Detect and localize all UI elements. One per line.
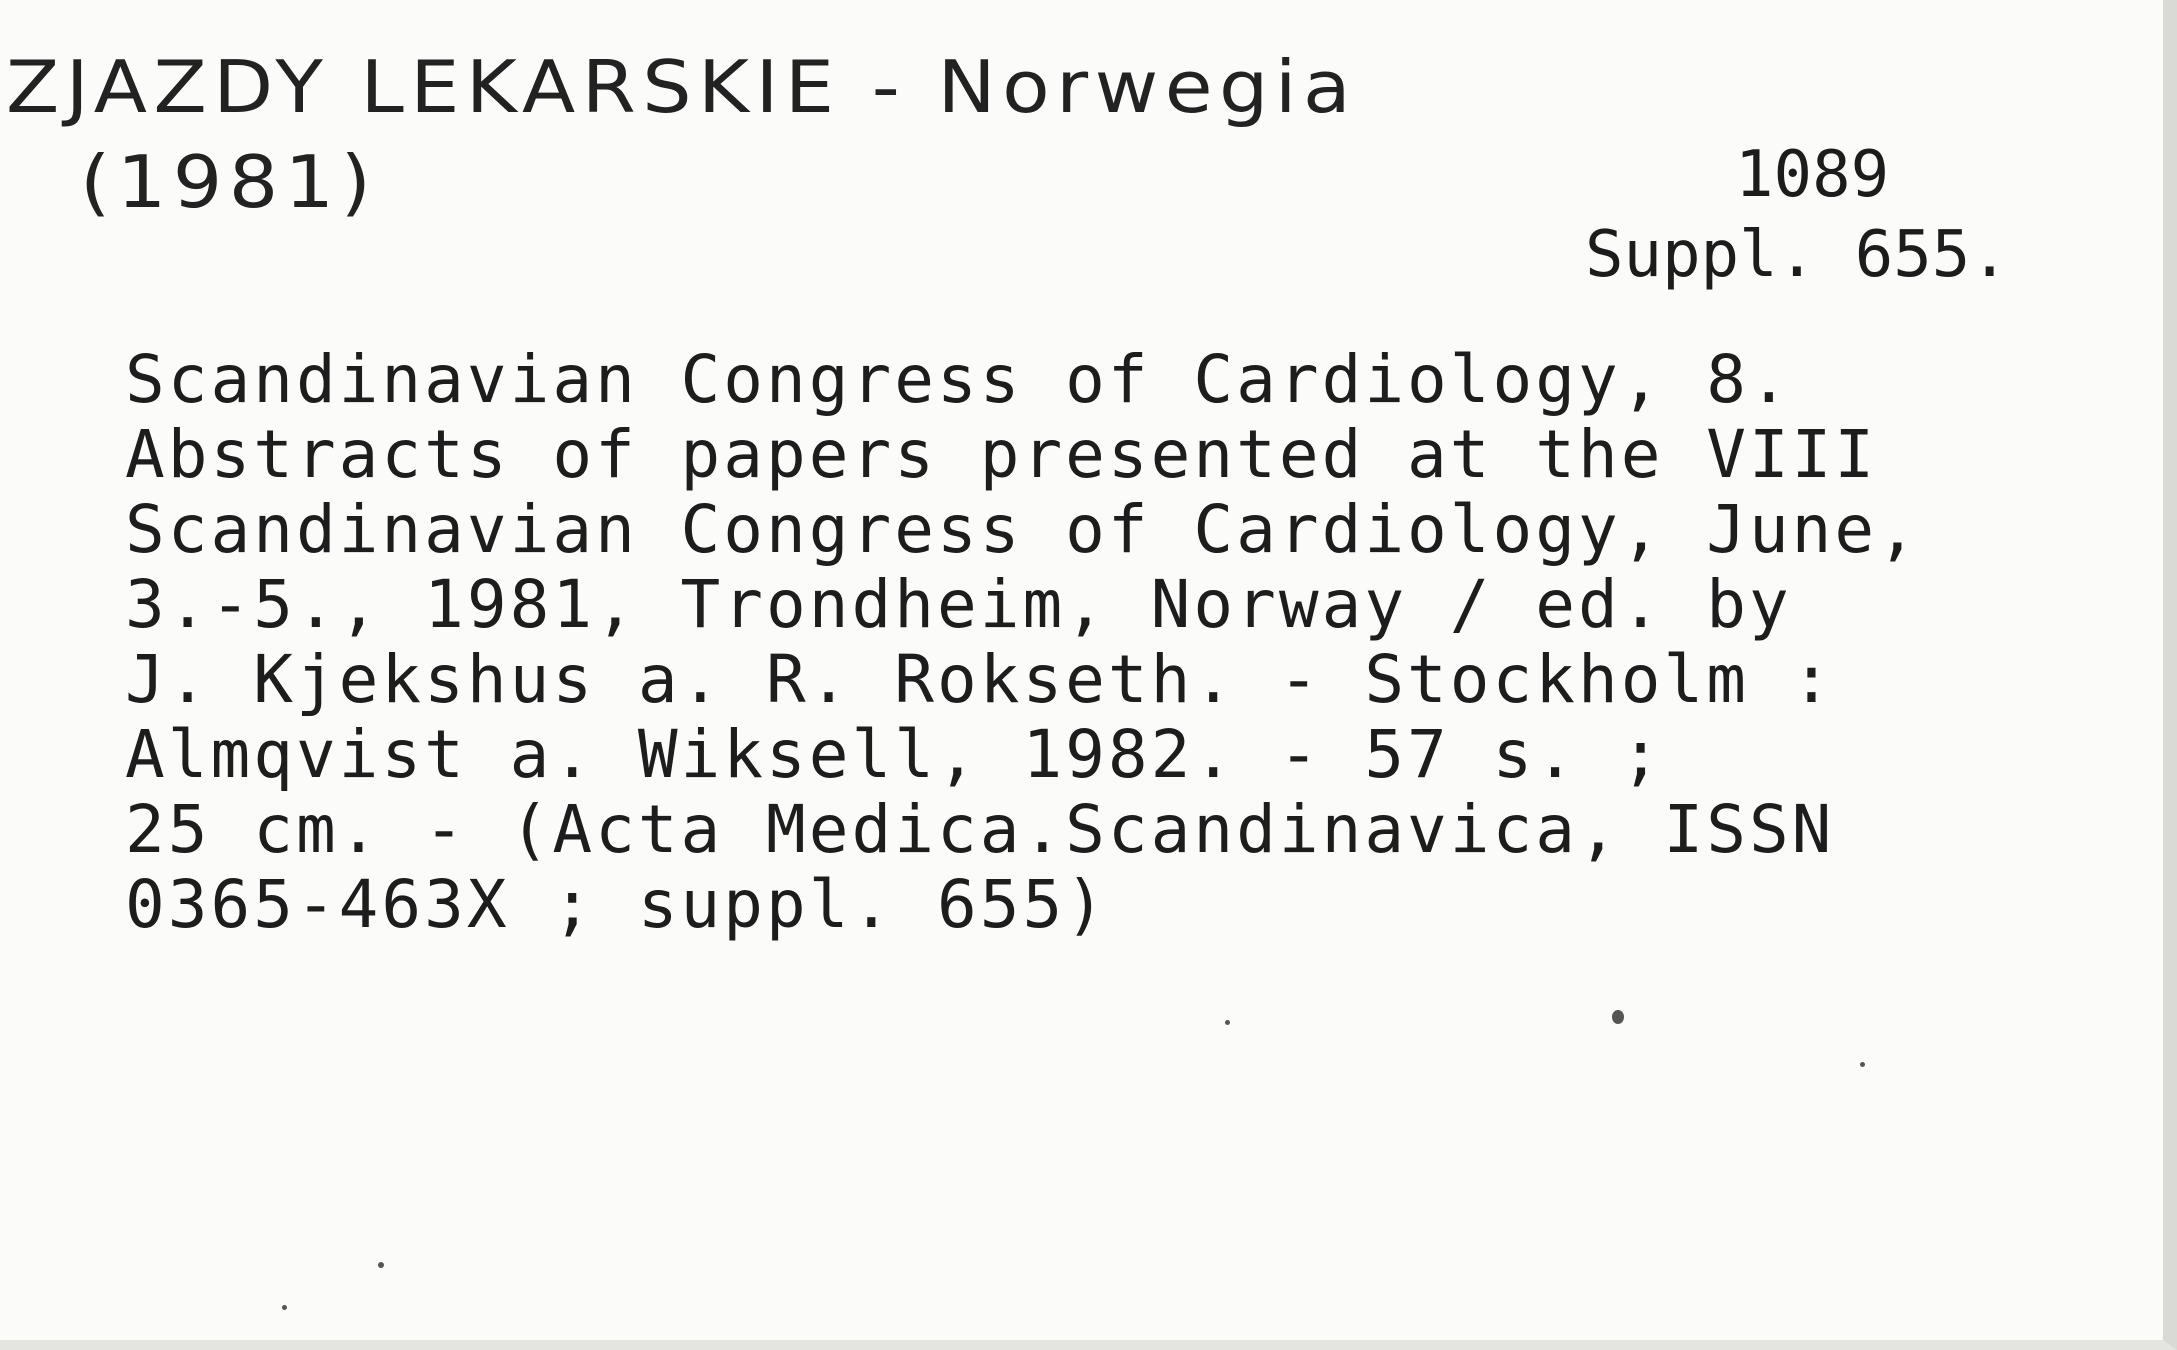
- entry-line: 3.-5., 1981, Trondheim, Norway / ed. by: [125, 566, 1792, 643]
- subject-year: (1981): [80, 140, 378, 224]
- ink-speck: [282, 1305, 287, 1310]
- ink-speck: [1612, 1010, 1624, 1024]
- supplement-number: Suppl. 655.: [1585, 218, 2009, 292]
- bibliographic-entry: [125, 342, 1920, 942]
- subject-heading: ZJAZDY LEKARSKIE - Norwegia: [6, 45, 1358, 129]
- entry-line: Almqvist a. Wiksell, 1982. - 57 s. ;: [125, 716, 1664, 793]
- ink-speck: [1225, 1020, 1230, 1025]
- entry-line: J. Kjekshus a. R. Rokseth. - Stockholm :: [125, 641, 1835, 718]
- ink-speck: [378, 1262, 384, 1268]
- entry-line: 25 cm. - (Acta Medica.Scandinavica, ISSN: [125, 791, 1835, 868]
- call-number: 1089: [1735, 138, 1890, 212]
- entry-line: Scandinavian Congress of Cardiology, June,: [125, 491, 1920, 568]
- entry-line: Abstracts of papers presented at the VIII: [125, 416, 1878, 493]
- entry-line: Scandinavian Congress of Cardiology, 8.: [125, 341, 1792, 418]
- ink-speck: [1860, 1062, 1865, 1067]
- entry-line: 0365-463X ; suppl. 655): [125, 866, 1108, 943]
